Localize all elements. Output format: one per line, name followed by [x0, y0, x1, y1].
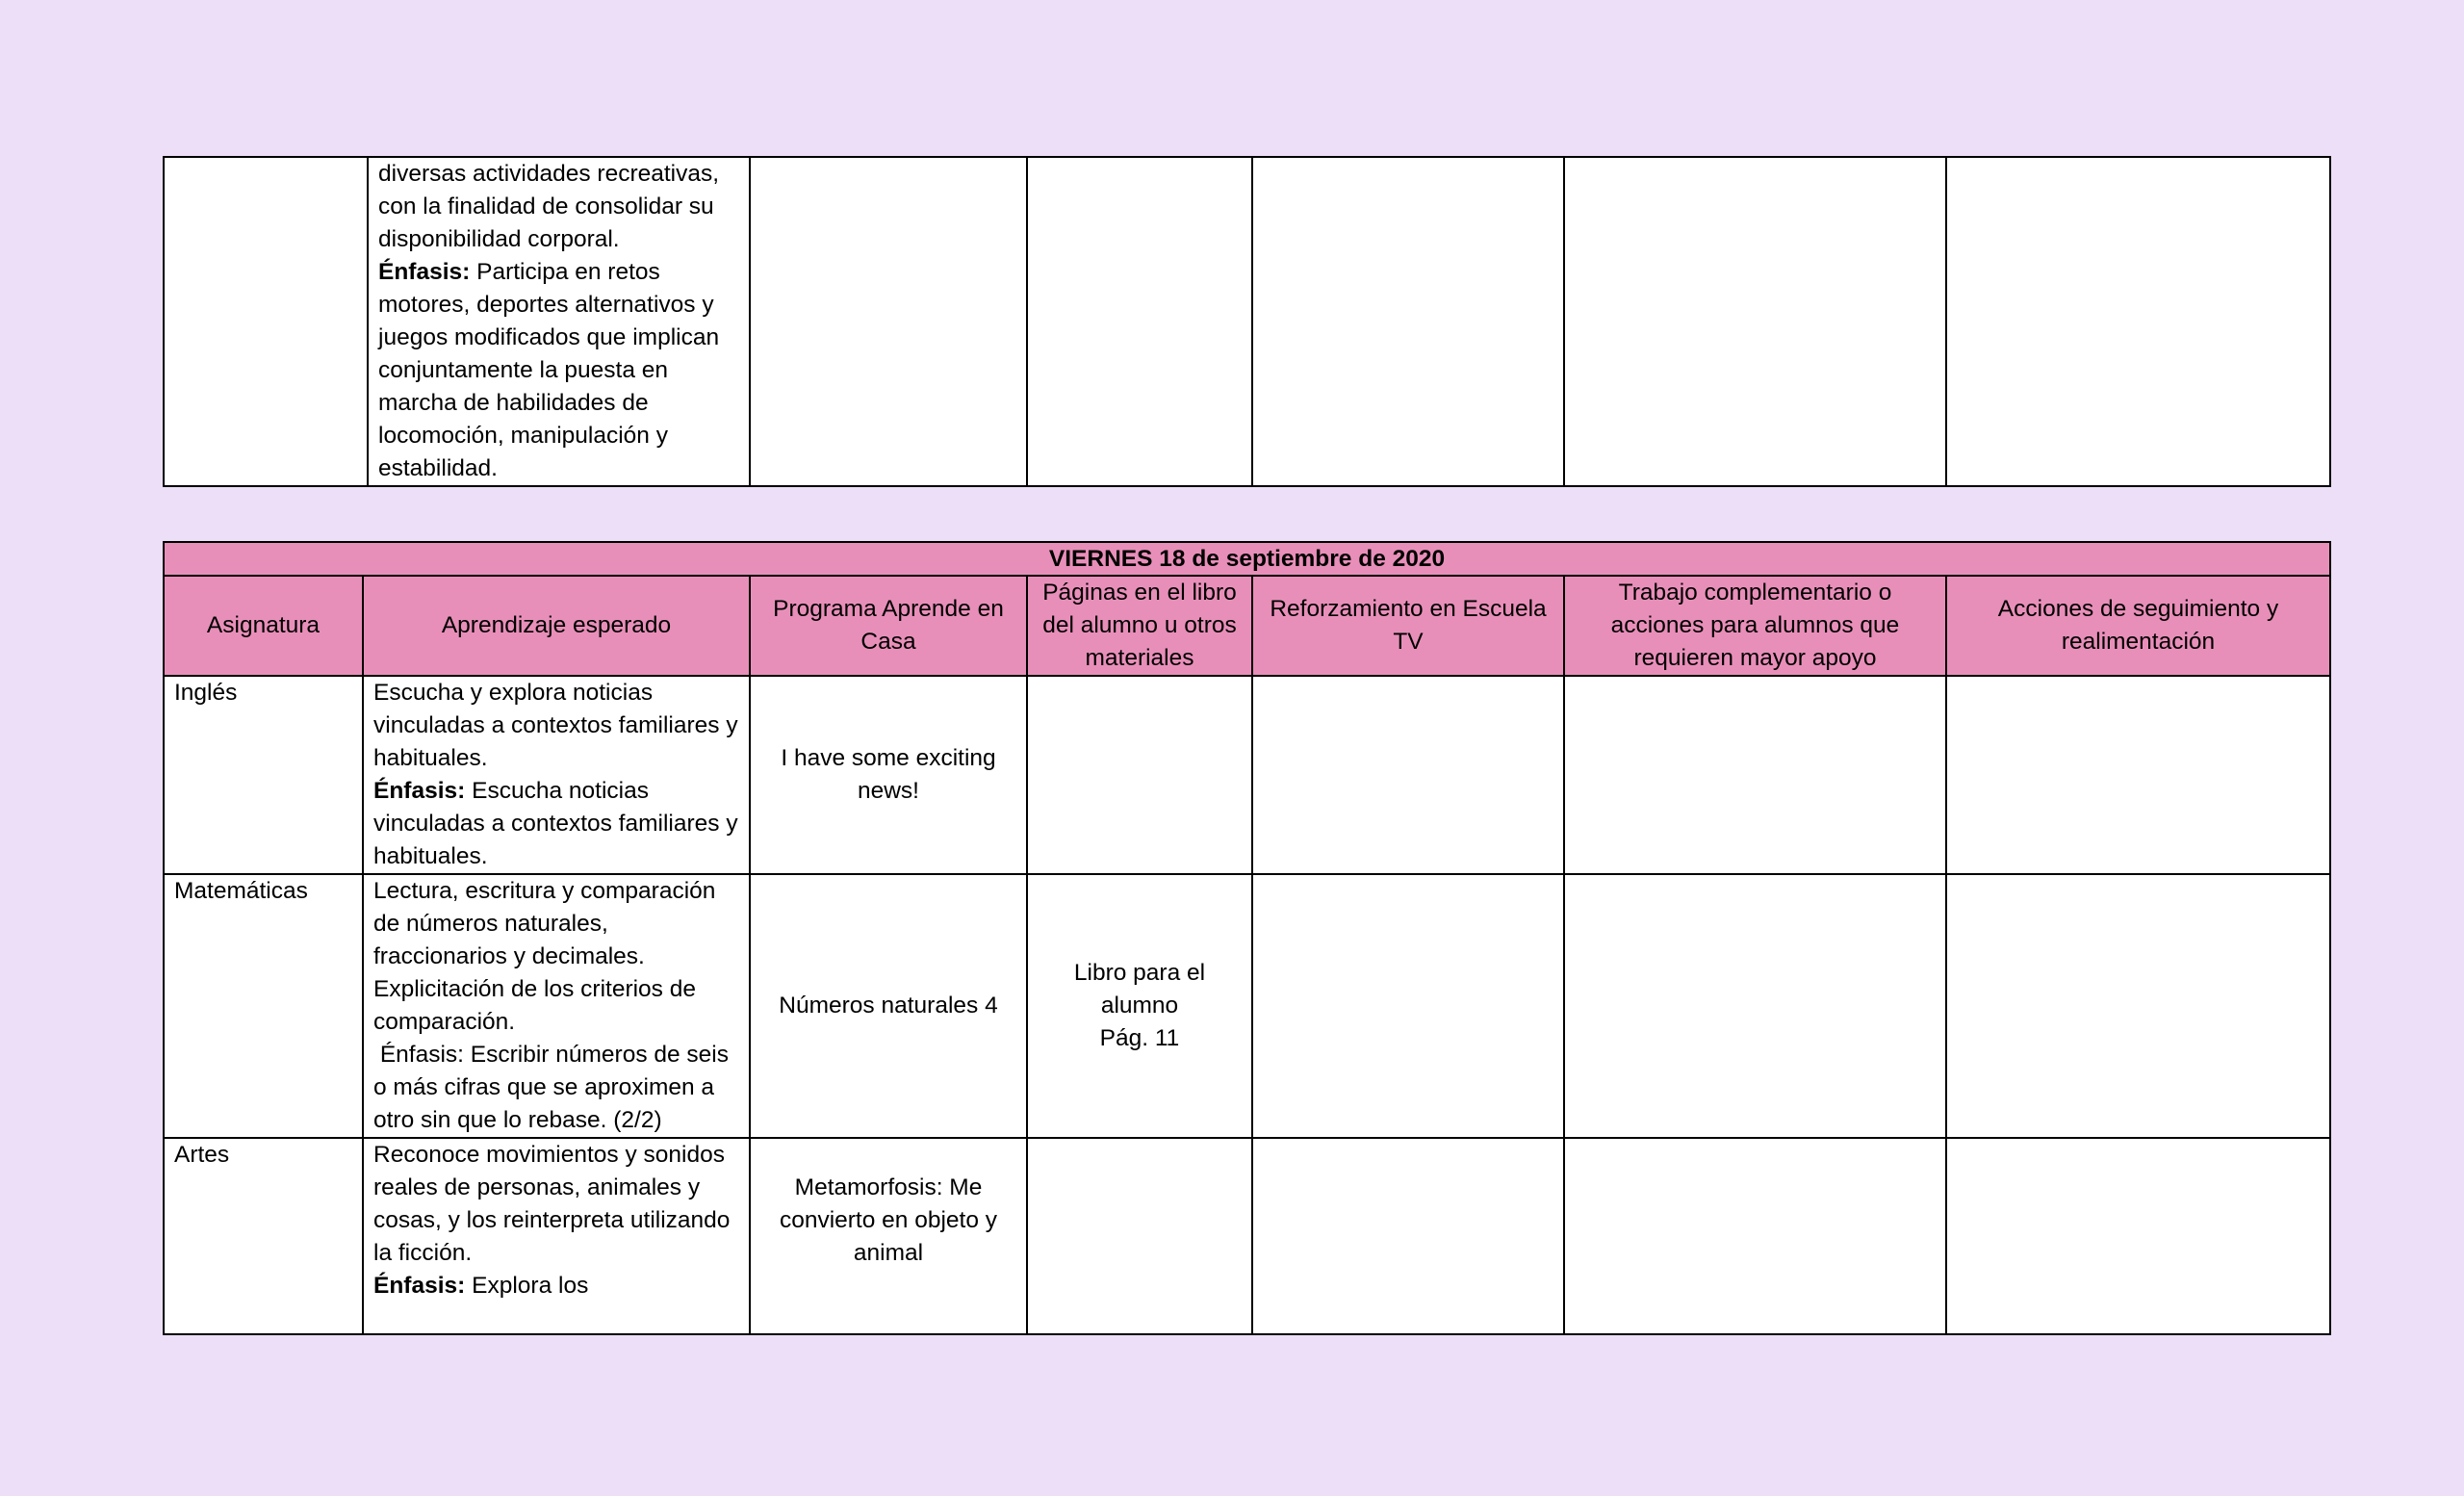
- learning-text: Escucha y explora noticias vinculadas a contextos familiares y habituales.: [373, 680, 738, 771]
- program-cell: Números naturales 4: [750, 874, 1027, 1138]
- emphasis-text: Escucha noticias vinculadas a contextos familiares y habituales.: [373, 778, 738, 869]
- header-programa: Programa Aprende en Casa: [750, 576, 1027, 676]
- followup-cell: [1946, 874, 2330, 1138]
- table-row: [164, 676, 2330, 874]
- learning-text: Reconoce movimientos y sonidos reales de personas, animales y cosas, y los reinterpreta utilizando la ficción.: [373, 1142, 731, 1266]
- header-reforzamiento: Reforzamiento en Escuela TV: [1252, 576, 1564, 676]
- complementary-cell: [1564, 874, 1946, 1138]
- learning-cell: [363, 1138, 750, 1334]
- emphasis-text: Énfasis: Escribir números de seis o más cifras que se aproximen a otro sin que lo rebase. (2/2): [373, 1042, 735, 1133]
- emphasis-text: Explora los: [472, 1273, 589, 1299]
- subject-cell: Inglés: [164, 676, 363, 874]
- complementary-cell: [1564, 676, 1946, 874]
- emphasis-label: Énfasis:: [373, 1273, 466, 1299]
- subject-cell: Matemáticas: [164, 874, 363, 1138]
- pages-book: Libro para el alumno: [1073, 960, 1206, 1019]
- day-title: VIERNES 18 de septiembre de 2020: [164, 542, 2330, 576]
- pages-number: Pág. 11: [1099, 1025, 1180, 1051]
- pages-cell: [1027, 1138, 1252, 1334]
- continuation-table: [163, 156, 2331, 487]
- emphasis-label: Énfasis:: [378, 259, 471, 285]
- emphasis-text: Participa en retos motores, deportes alternativos y juegos modificados que implican conjuntamente la puesta en marcha de habilidades de locomoción, manipulación y estabilidad.: [378, 259, 720, 481]
- learning-text: Lectura, escritura y comparación de números naturales, fraccionarios y decimales. Explicitación de los criterios de comparación.: [373, 878, 716, 1035]
- reinforcement-cell: [1252, 874, 1564, 1138]
- program-cell: [750, 157, 1027, 486]
- table-row: [164, 157, 2330, 486]
- table-row: [164, 1138, 2330, 1334]
- subject-cell: [164, 157, 368, 486]
- learning-cell: [363, 874, 750, 1138]
- header-trabajo-complementario: Trabajo complementario o acciones para alumnos que requieren mayor apoyo: [1564, 576, 1946, 676]
- followup-cell: [1946, 676, 2330, 874]
- followup-cell: [1946, 1138, 2330, 1334]
- pages-cell: [1027, 157, 1252, 486]
- followup-cell: [1946, 157, 2330, 486]
- complementary-cell: [1564, 1138, 1946, 1334]
- table-title-row: [164, 542, 2330, 576]
- program-cell: Metamorfosis: Me convierto en objeto y animal: [750, 1138, 1027, 1334]
- header-aprendizaje: Aprendizaje esperado: [363, 576, 750, 676]
- program-cell: I have some exciting news!: [750, 676, 1027, 874]
- learning-cell: [368, 157, 750, 486]
- reinforcement-cell: [1252, 157, 1564, 486]
- reinforcement-cell: [1252, 676, 1564, 874]
- subject-cell: Artes: [164, 1138, 363, 1334]
- header-seguimiento: Acciones de seguimiento y realimentación: [1946, 576, 2330, 676]
- table-row: [164, 874, 2330, 1138]
- learning-cell: [363, 676, 750, 874]
- complementary-cell: [1564, 157, 1946, 486]
- pages-cell: [1027, 676, 1252, 874]
- reinforcement-cell: [1252, 1138, 1564, 1334]
- header-paginas: Páginas en el libro del alumno u otros materiales: [1027, 576, 1252, 676]
- friday-schedule-table: [163, 541, 2331, 1335]
- header-row: [164, 576, 2330, 676]
- emphasis-label: Énfasis:: [373, 778, 466, 804]
- pages-cell: [1027, 874, 1252, 1138]
- header-asignatura: Asignatura: [164, 576, 363, 676]
- learning-text: diversas actividades recreativas, con la finalidad de consolidar su disponibilidad corporal.: [378, 161, 720, 252]
